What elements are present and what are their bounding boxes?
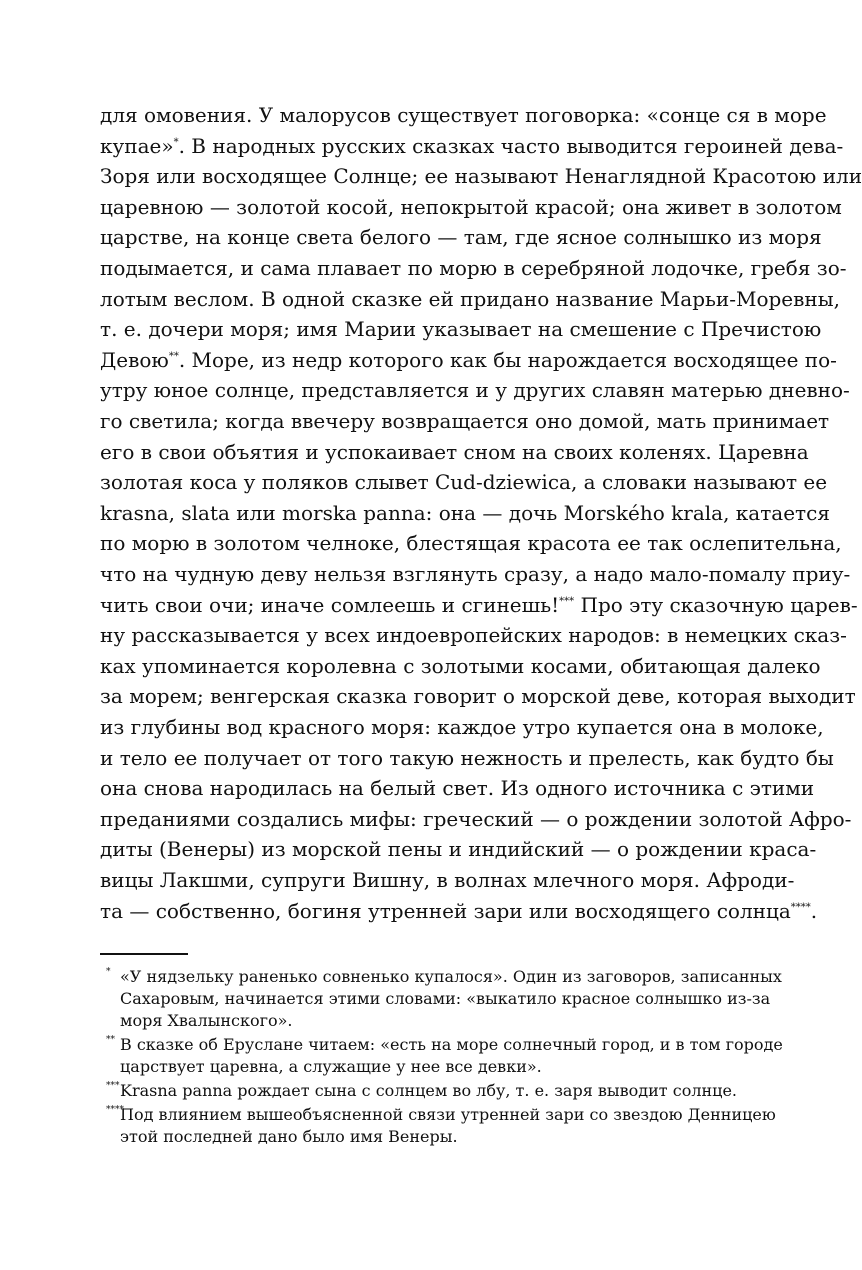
footnote-line: В сказке об Еруслане читаем: «есть на море солнечный город, и в том городе bbox=[120, 1035, 783, 1054]
text-line bbox=[100, 898, 818, 926]
text-line-content: преданиями создались мифы: греческий — о рождении золотой Афро- bbox=[100, 806, 852, 831]
text-line bbox=[100, 194, 842, 222]
text-line-content: лотым веслом. В одной сказке ей придано название Марьи-Моревны, bbox=[100, 286, 841, 311]
footnote bbox=[106, 1104, 780, 1148]
footnote-divider bbox=[100, 953, 188, 955]
text-line bbox=[100, 469, 828, 497]
text-line-content: го светила; когда ввечеру возвращается оно домой, мать принимает bbox=[100, 409, 830, 433]
footnote-reference[interactable]: * bbox=[173, 136, 179, 148]
text-line-content: за морем; венгерская сказка говорит о морской деве, которая выходит bbox=[100, 684, 856, 709]
footnote-mark: **** bbox=[106, 1105, 124, 1115]
text-line bbox=[100, 592, 858, 620]
text-line-content: купае» bbox=[100, 133, 174, 158]
text-line-content: золотая коса у поляков слывет Cud-dziewica, а словаки называют ее bbox=[100, 470, 828, 495]
text-line-content: ках упоминается королевна с золотыми косами, обитающая далеко bbox=[100, 653, 821, 678]
text-line-content: царевною — золотой косой, непокрытой красой; она живет в золотом bbox=[100, 194, 842, 219]
text-line-content: что на чудную деву нельзя взглянуть сразу, а надо мало-помалу приу- bbox=[100, 562, 851, 586]
text-line-content: та — собственно, богиня утренней зари или восходящего солнца bbox=[100, 898, 791, 923]
footnote bbox=[106, 966, 782, 1032]
text-line-content: она снова народилась на белый свет. Из одного источника с этими bbox=[100, 776, 815, 801]
text-line-content: Девою bbox=[100, 347, 169, 372]
text-line-continuation: . В народных русских сказках часто выводится героиней дева- bbox=[178, 133, 844, 158]
text-line-content: для омовения. У малорусов существует поговорка: «сонце ся в море bbox=[100, 103, 827, 127]
footnote-line: «У нядзельку раненько совненько купалося». Один из заговоров, записанных bbox=[120, 967, 782, 986]
footnote-mark: * bbox=[106, 967, 111, 977]
footnote-line: Под влиянием вышеобъясненной связи утренней зари со звездою Денницею bbox=[120, 1105, 776, 1124]
footnote bbox=[106, 1034, 783, 1078]
text-line bbox=[100, 286, 841, 314]
footnote-line: царствует царевна, а служащие у нее все девки». bbox=[120, 1057, 542, 1076]
text-line-content: утру юное солнце, представляется и у других славян матерью дневно- bbox=[100, 378, 850, 403]
text-line bbox=[100, 500, 830, 528]
footnote-reference[interactable]: *** bbox=[559, 595, 575, 607]
text-line bbox=[100, 316, 822, 344]
text-line-content: Зоря или восходящее Солнце; ее называют Ненаглядной Красотою или bbox=[100, 164, 862, 189]
text-line bbox=[100, 836, 817, 864]
text-line bbox=[100, 653, 821, 681]
text-line bbox=[100, 347, 837, 375]
text-line-content: т. е. дочери моря; имя Марии указывает на смешение с Пречистою bbox=[100, 317, 822, 342]
text-line-content: царстве, на конце света белого — там, где ясное солнышко из моря bbox=[100, 225, 822, 250]
text-line bbox=[100, 714, 824, 742]
text-line-content: вицы Лакшми, супруги Вишну, в волнах млечного моря. Афроди- bbox=[100, 868, 795, 892]
text-line bbox=[100, 530, 842, 558]
text-line bbox=[100, 163, 862, 191]
footnote-line: этой последней дано было имя Венеры. bbox=[120, 1127, 458, 1146]
text-line bbox=[100, 745, 834, 773]
text-line-content: по морю в золотом челноке, блестящая красота ее так ослепительна, bbox=[100, 531, 842, 556]
text-line bbox=[100, 683, 856, 711]
text-line bbox=[100, 133, 844, 161]
footnote bbox=[106, 1080, 780, 1102]
text-line bbox=[100, 102, 827, 130]
text-line bbox=[100, 806, 852, 834]
text-line bbox=[100, 775, 815, 803]
footnote-line: Krasna panna рождает сына с солнцем во лбу, т. е. заря выводит солнце. bbox=[120, 1081, 737, 1100]
text-line-content: подымается, и сама плавает по морю в серебряной лодочке, гребя зо- bbox=[100, 256, 847, 280]
text-line-content: диты (Венеры) из морской пены и индийский — о рождении краса- bbox=[100, 837, 817, 862]
footnote-line: Сахаровым, начинается этими словами: «выкатило красное солнышко из-за bbox=[120, 989, 771, 1008]
text-line bbox=[100, 867, 795, 895]
text-line bbox=[100, 255, 847, 283]
footnote-reference[interactable]: ** bbox=[168, 350, 179, 362]
footnote-reference[interactable]: **** bbox=[790, 901, 811, 913]
text-line bbox=[100, 408, 830, 436]
text-line bbox=[100, 224, 822, 252]
text-line-content: krasna, slata или morska panna: она — дочь Morského krala, катается bbox=[100, 500, 830, 525]
text-line-continuation: . Море, из недр которого как бы нарождается восходящее по- bbox=[178, 347, 837, 372]
text-line-continuation: . bbox=[810, 898, 818, 923]
text-line bbox=[100, 439, 809, 467]
text-line bbox=[100, 622, 847, 650]
text-line-continuation: Про эту сказочную царев- bbox=[574, 592, 858, 617]
text-line-content: его в свои объятия и успокаивает сном на своих коленях. Царевна bbox=[100, 439, 809, 464]
footnote-line: моря Хвалынского». bbox=[120, 1011, 293, 1030]
text-line-content: ну рассказывается у всех индоевропейских народов: в немецких сказ- bbox=[100, 623, 847, 648]
text-line-content: из глубины вод красного моря: каждое утро купается она в молоке, bbox=[100, 715, 824, 739]
text-line-content: и тело ее получает от того такую нежность и прелесть, как будто бы bbox=[100, 745, 834, 770]
text-line bbox=[100, 377, 850, 405]
footnote-mark: ** bbox=[106, 1035, 115, 1045]
footnote-mark: *** bbox=[106, 1081, 120, 1091]
text-line-content: чить свои очи; иначе сомлеешь и сгинешь! bbox=[100, 592, 560, 617]
text-line bbox=[100, 561, 851, 589]
